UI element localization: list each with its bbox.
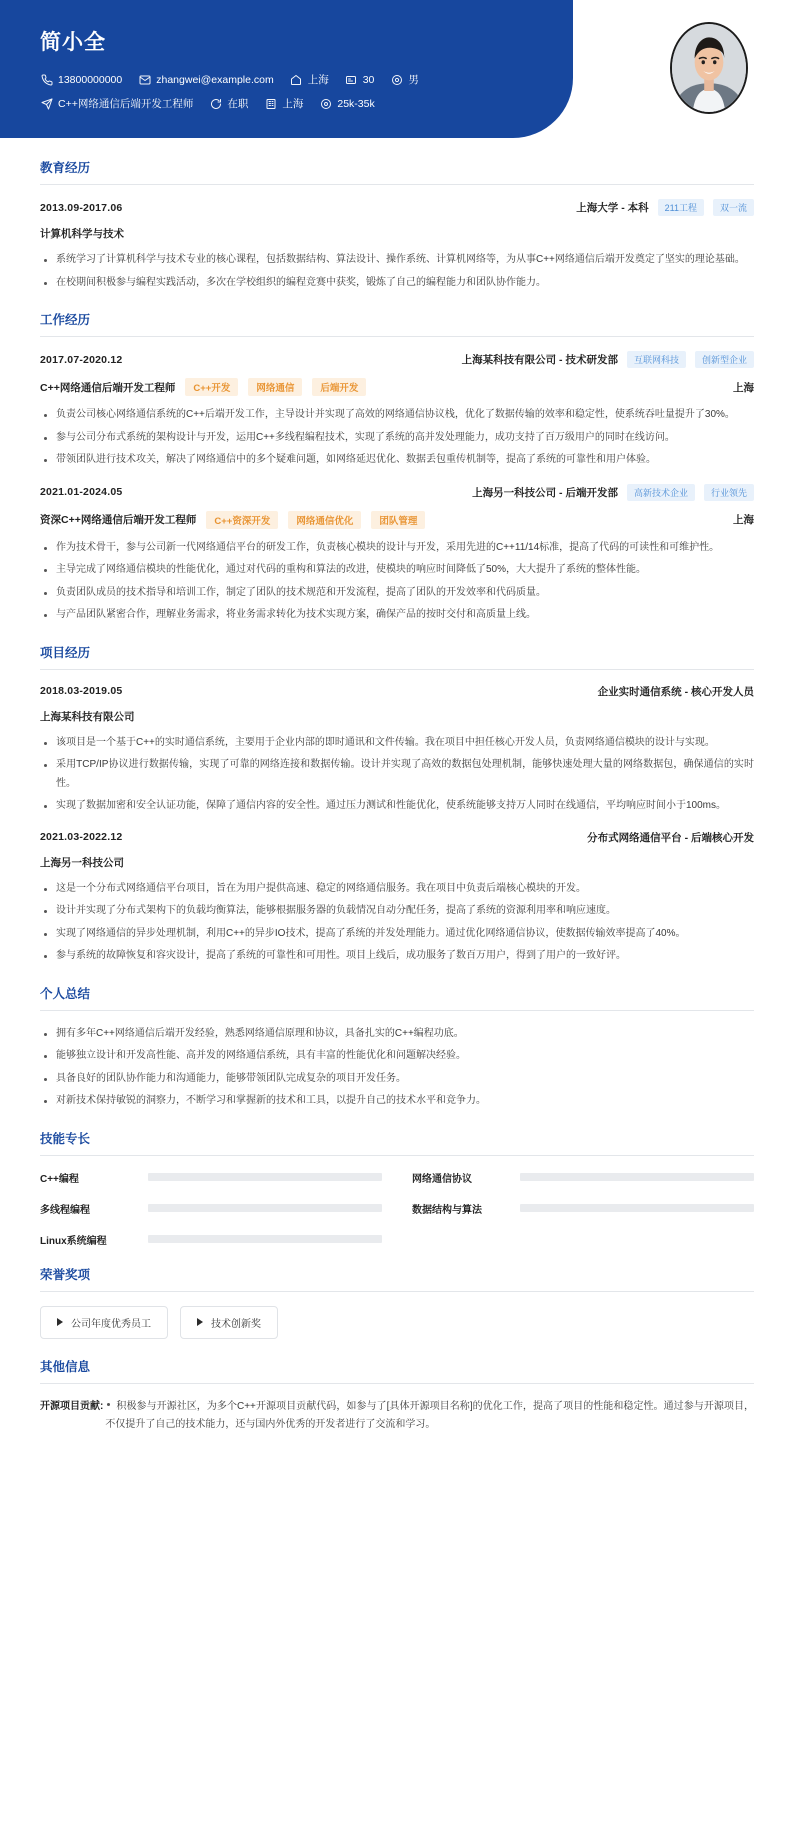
other-info-value: 积极参与开源社区，为多个C++开源项目贡献代码，如参与了[具体开源项目名称]的优化工作，提高了项目的性能和稳定性。通过参与开源项目，不仅提升了自己的技术能力，还与国内外优秀的开发者进行了交流和学习。	[105, 1400, 754, 1430]
play-triangle-icon	[197, 1318, 203, 1326]
list-item: 具备良好的团队协作能力和沟通能力，能够带领团队完成复杂的项目开发任务。	[40, 1070, 754, 1089]
contact-phone	[40, 73, 122, 86]
divider	[40, 669, 754, 670]
job-salary-item	[319, 97, 374, 110]
education-tag: 211工程	[658, 199, 704, 216]
skill-progress-track	[148, 1173, 382, 1181]
work-role-tag: C++资深开发	[206, 511, 278, 529]
skill-item	[40, 1232, 382, 1247]
contact-age-text: 30	[362, 73, 375, 86]
project-entry	[40, 830, 754, 966]
education-org-group	[576, 199, 754, 216]
section-skills-title: 技能专长	[40, 1131, 91, 1146]
education-school: 上海大学 - 本科	[576, 202, 649, 214]
work-role-group	[40, 378, 366, 396]
building-icon	[264, 97, 277, 110]
project-date: 2018.03-2019.05	[40, 685, 123, 697]
job-title-item	[40, 96, 193, 111]
list-item: 对新技术保持敏锐的洞察力，不断学习和掌握新的技术和工具，以提升自己的技术水平和竞争力。	[40, 1092, 754, 1111]
entry-header	[40, 830, 754, 845]
avatar	[670, 22, 748, 114]
skill-label: 多线程编程	[40, 1204, 90, 1216]
money-icon	[319, 97, 332, 110]
gender-icon	[390, 73, 403, 86]
skill-progress-track	[520, 1204, 754, 1212]
list-item: 作为技术骨干，参与公司新一代网络通信平台的研发工作，负责核心模块的设计与开发，采用先进的C++11/14标准，提高了代码的可读性和可维护性。	[40, 539, 754, 558]
section-awards	[40, 1265, 754, 1339]
job-city-item	[264, 96, 303, 111]
work-role-tag: 网络通信优化	[288, 511, 361, 529]
project-name: 企业实时通信系统 - 核心开发人员	[597, 685, 754, 698]
play-triangle-icon	[57, 1318, 63, 1326]
skill-label: Linux系统编程	[40, 1235, 107, 1247]
resume-body	[0, 158, 794, 1465]
job-title-text: C++网络通信后端开发工程师	[58, 98, 194, 110]
work-bullets	[40, 539, 754, 625]
skill-item	[412, 1170, 754, 1185]
skill-item	[40, 1170, 382, 1185]
section-summary	[40, 984, 754, 1111]
section-other-info-title: 其他信息	[40, 1359, 91, 1374]
project-date: 2021.03-2022.12	[40, 831, 123, 843]
work-entry	[40, 351, 754, 470]
contact-city	[290, 72, 329, 87]
divider	[40, 184, 754, 185]
contact-phone-text: 13800000000	[58, 73, 123, 86]
list-item: 与产品团队紧密合作，理解业务需求，将业务需求转化为技术实现方案，确保产品的按时交付和高质量上线。	[40, 606, 754, 625]
page-title: 简小全	[40, 31, 106, 54]
list-item: 参与公司分布式系统的架构设计与开发，运用C++多线程编程技术，实现了系统的高并发处理能力，成功支持了百万级用户的同时在线访问。	[40, 429, 754, 448]
work-org-group	[462, 351, 754, 368]
list-item: 实现了数据加密和安全认证功能，保障了通信内容的安全性。通过压力测试和性能优化，使系统能够支持万人同时在线通信，平均响应时间小于100ms。	[40, 797, 754, 816]
skill-item	[40, 1201, 382, 1216]
project-name: 分布式网络通信平台 - 后端核心开发	[587, 831, 754, 844]
contact-city-text: 上海	[307, 74, 329, 86]
work-role-row	[40, 511, 754, 529]
section-education	[40, 158, 754, 292]
divider	[40, 1383, 754, 1384]
work-org-group	[472, 484, 754, 501]
work-role: C++网络通信后端开发工程师	[40, 381, 176, 394]
divider	[40, 1291, 754, 1292]
mail-icon	[138, 73, 151, 86]
skill-label: 网络通信协议	[412, 1173, 472, 1185]
divider	[40, 1010, 754, 1011]
work-role-tag: 团队管理	[371, 511, 425, 529]
work-company: 上海某科技有限公司 - 技术研发部	[461, 354, 618, 366]
other-info-value-wrap	[105, 1398, 754, 1435]
education-entry	[40, 199, 754, 292]
section-summary-title: 个人总结	[40, 986, 91, 1001]
award-chip[interactable]	[180, 1306, 278, 1339]
skill-label: C++编程	[40, 1173, 79, 1185]
education-bullets	[40, 251, 754, 292]
award-label: 公司年度优秀员工	[71, 1318, 151, 1330]
skill-progress-track	[520, 1173, 754, 1181]
id-card-icon	[345, 73, 358, 86]
list-item: 带领团队进行技术攻关，解决了网络通信中的多个疑难问题，如网络延迟优化、数据丢包重传机制等，提高了系统的可靠性和用户体验。	[40, 451, 754, 470]
entry-header	[40, 684, 754, 699]
job-city-text: 上海	[282, 98, 304, 110]
work-entry	[40, 484, 754, 625]
entry-header	[40, 351, 754, 368]
skills-grid	[40, 1170, 754, 1247]
contact-age	[345, 73, 375, 86]
list-item: 负责公司核心网络通信系统的C++后端开发工作，主导设计并实现了高效的网络通信协议栈，优化了数据传输的效率和稳定性，使系统吞吐量提升了30%。	[40, 406, 754, 425]
list-item: 能够独立设计和开发高性能、高并发的网络通信系统，具有丰富的性能优化和问题解决经验。	[40, 1047, 754, 1066]
project-company: 上海某科技有限公司	[40, 710, 135, 723]
work-bullets	[40, 406, 754, 470]
skill-item	[412, 1201, 754, 1216]
work-role-tag: C++开发	[185, 378, 238, 396]
other-info-row	[40, 1398, 754, 1435]
work-location: 上海	[733, 514, 754, 526]
divider	[40, 1155, 754, 1156]
education-major: 计算机科学与技术	[40, 228, 124, 240]
skill-progress-track	[148, 1235, 382, 1243]
list-item: 系统学习了计算机科学与技术专业的核心课程，包括数据结构、算法设计、操作系统、计算机网络等，为从事C++网络通信后端开发奠定了坚实的理论基础。	[40, 251, 754, 270]
home-icon	[290, 73, 303, 86]
work-date: 2017.07-2020.12	[40, 353, 123, 366]
job-status-item	[209, 96, 248, 111]
contact-gender-text: 男	[408, 74, 419, 86]
work-role-tag: 网络通信	[248, 378, 302, 396]
section-projects-title: 项目经历	[40, 645, 91, 660]
list-item: 拥有多年C++网络通信后端开发经验，熟悉网络通信原理和协议，具备扎实的C++编程功底。	[40, 1025, 754, 1044]
section-other-info	[40, 1357, 754, 1435]
work-company-tag: 行业领先	[704, 484, 754, 501]
list-item: 设计并实现了分布式架构下的负载均衡算法，能够根据服务器的负载情况自动分配任务，提高了系统的资源利用率和响应速度。	[40, 902, 754, 921]
section-work-title: 工作经历	[40, 313, 91, 327]
list-item: 该项目是一个基于C++的实时通信系统，主要用于企业内部的即时通讯和文件传输。我在项目中担任核心开发人员，负责网络通信模块的设计与实现。	[40, 734, 754, 753]
job-salary-text: 25k-35k	[337, 97, 375, 110]
contact-email-text: zhangwei@example.com	[156, 73, 274, 86]
project-entry	[40, 684, 754, 816]
work-company-tag: 互联网科技	[627, 351, 686, 368]
divider	[40, 336, 754, 337]
work-company-tag: 高新技术企业	[627, 484, 695, 501]
status-icon	[209, 97, 222, 110]
list-item: 采用TCP/IP协议进行数据传输，实现了可靠的网络连接和数据传输。设计并实现了高效的数据包处理机制，能够快速处理大量的网络数据包，确保通信的实时性。	[40, 756, 754, 793]
work-company: 上海另一科技公司 - 后端开发部	[472, 486, 618, 499]
project-bullets	[40, 880, 754, 966]
work-location: 上海	[733, 381, 754, 394]
work-role-tag: 后端开发	[312, 378, 366, 396]
list-item: 实现了网络通信的异步处理机制，利用C++的异步IO技术，提高了系统的并发处理能力。通过优化网络通信协议，使数据传输效率提高了40%。	[40, 925, 754, 944]
section-projects	[40, 643, 754, 966]
work-role: 资深C++网络通信后端开发工程师	[40, 514, 197, 526]
section-awards-title: 荣誉奖项	[40, 1267, 91, 1282]
education-date: 2013.09-2017.06	[40, 201, 123, 214]
work-role-row	[40, 378, 754, 396]
phone-icon	[40, 73, 53, 86]
list-item: 主导完成了网络通信模块的性能优化，通过对代码的重构和算法的改进，使模块的响应时间降低了50%，大大提升了系统的整体性能。	[40, 561, 754, 580]
project-company: 上海另一科技公司	[40, 856, 124, 869]
section-education-title: 教育经历	[40, 161, 91, 175]
list-item: 负责团队成员的技术指导和培训工作，制定了团队的技术规范和开发流程，提高了团队的开发效率和代码质量。	[40, 584, 754, 603]
education-tag: 双一流	[713, 199, 754, 216]
paper-plane-icon	[40, 97, 53, 110]
contact-email	[138, 73, 273, 86]
bullet-dot-icon	[107, 1403, 110, 1406]
list-item: 这是一个分布式网络通信平台项目，旨在为用户提供高速、稳定的网络通信服务。我在项目中负责后端核心模块的开发。	[40, 880, 754, 899]
resume-header	[0, 0, 794, 140]
other-info-label: 开源项目贡献:	[40, 1400, 104, 1412]
list-item: 参与系统的故障恢复和容灾设计，提高了系统的可靠性和可用性。项目上线后，成功服务了数百万用户，得到了用户的一致好评。	[40, 947, 754, 966]
entry-header	[40, 484, 754, 501]
job-status-text: 在职	[227, 98, 249, 110]
section-work	[40, 310, 754, 625]
awards-list	[40, 1306, 754, 1339]
work-date: 2021.01-2024.05	[40, 486, 123, 498]
project-bullets	[40, 734, 754, 816]
section-skills	[40, 1129, 754, 1247]
work-role-group	[40, 511, 425, 529]
summary-bullets	[40, 1025, 754, 1111]
award-chip[interactable]	[40, 1306, 168, 1339]
entry-header	[40, 199, 754, 216]
contact-gender	[390, 72, 419, 87]
award-label: 技术创新奖	[211, 1318, 261, 1330]
skill-label: 数据结构与算法	[412, 1204, 482, 1216]
list-item: 在校期间积极参与编程实践活动，多次在学校组织的编程竞赛中获奖，锻炼了自己的编程能力和团队协作能力。	[40, 274, 754, 293]
work-company-tag: 创新型企业	[695, 351, 754, 368]
skill-progress-track	[148, 1204, 382, 1212]
